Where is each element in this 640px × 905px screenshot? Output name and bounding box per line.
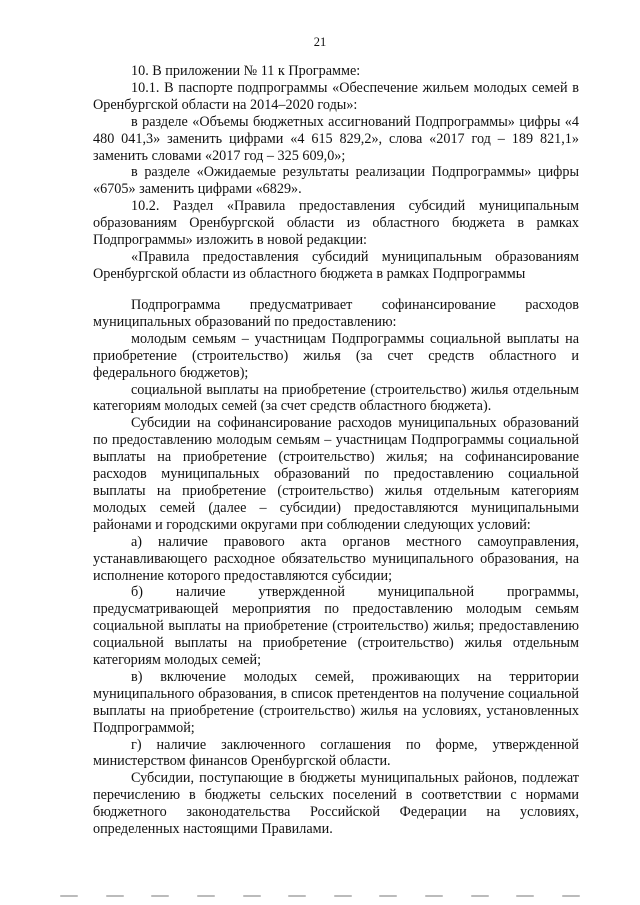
page-number: 21 <box>313 35 327 49</box>
rules-heading: «Правила предоставления субсидий муниципальным образованиям Оренбургской области из областного бюджета в рамках Подпрограммы <box>93 248 579 282</box>
paragraph: социальной выплаты на приобретение (строительство) жилья отдельным категориям молодых семей (за счет средств областного бюджета). <box>93 381 579 415</box>
condition-b: б) наличие утвержденной муниципальной программы, предусматривающей мероприятия по предоставлению молодым семьям социальной выплаты на приобретение (строительство) жилья; предоставлению социальной выплаты на приобретение (строительство) жилья отдельным категориям молодых семей; <box>93 584 579 669</box>
amendments-section <box>93 63 579 283</box>
paragraph: Субсидии на софинансирование расходов муниципальных образований по предоставлению молодым семьям – участницам Подпрограммы социальной выплаты на приобретение (строительство) жилья; на софинансирование расходов муниципальных образований по предоставлению социальной выплаты на приобретение (строительство) жилья отдельным категориям молодых семей (далее – субсидии) предоставляются муниципальными районами и городскими округами при соблюдении следующих условий: <box>93 415 579 533</box>
paragraph: в разделе «Объемы бюджетных ассигнований Подпрограммы» цифры «4 480 041,3» заменить цифрами «4 615 829,2», слова «2017 год – 189 821,1» заменить словами «2017 год – 325 609,0»; <box>93 113 579 164</box>
paragraph: в разделе «Ожидаемые результаты реализации Подпрограммы» цифры «6705» заменить цифрами «6829». <box>93 164 579 198</box>
rules-section <box>93 297 579 838</box>
paragraph: 10.2. Раздел «Правила предоставления субсидий муниципальным образованиям Оренбургской области из областного бюджета в рамках Подпрограммы» изложить в новой редакции: <box>93 198 579 249</box>
paragraph: 10.1. В паспорте подпрограммы «Обеспечение жильем молодых семей в Оренбургской области на 2014–2020 годы»: <box>93 79 579 113</box>
paragraph: Субсидии, поступающие в бюджеты муниципальных районов, подлежат перечислению в бюджеты сельских поселений в соответствии с нормами бюджетного законодательства Российской Федерации на условиях, определенных настоящими Правилами. <box>93 770 579 838</box>
paragraph: Подпрограмма предусматривает софинансирование расходов муниципальных образований по предоставлению: <box>93 297 579 330</box>
paragraph: 10. В приложении № 11 к Программе: <box>131 63 361 79</box>
paragraph: молодым семьям – участницам Подпрограммы социальной выплаты на приобретение (строительство) жилья (за счет средств областного и федерального бюджетов); <box>93 330 579 381</box>
scan-footer-marks <box>60 893 580 899</box>
condition-c: в) включение молодых семей, проживающих на территории муниципального образования, в список претендентов на получение социальной выплаты на приобретение (строительство) жилья на условиях, установленных Подпрограммой; <box>93 668 579 736</box>
condition-a: а) наличие правового акта органов местного самоуправления, устанавливающего расходное обязательство муниципального образования, на исполнение которого предоставляются субсидии; <box>93 533 579 584</box>
condition-d: г) наличие заключенного соглашения по форме, утвержденной министерством финансов Оренбургской области. <box>93 736 579 770</box>
